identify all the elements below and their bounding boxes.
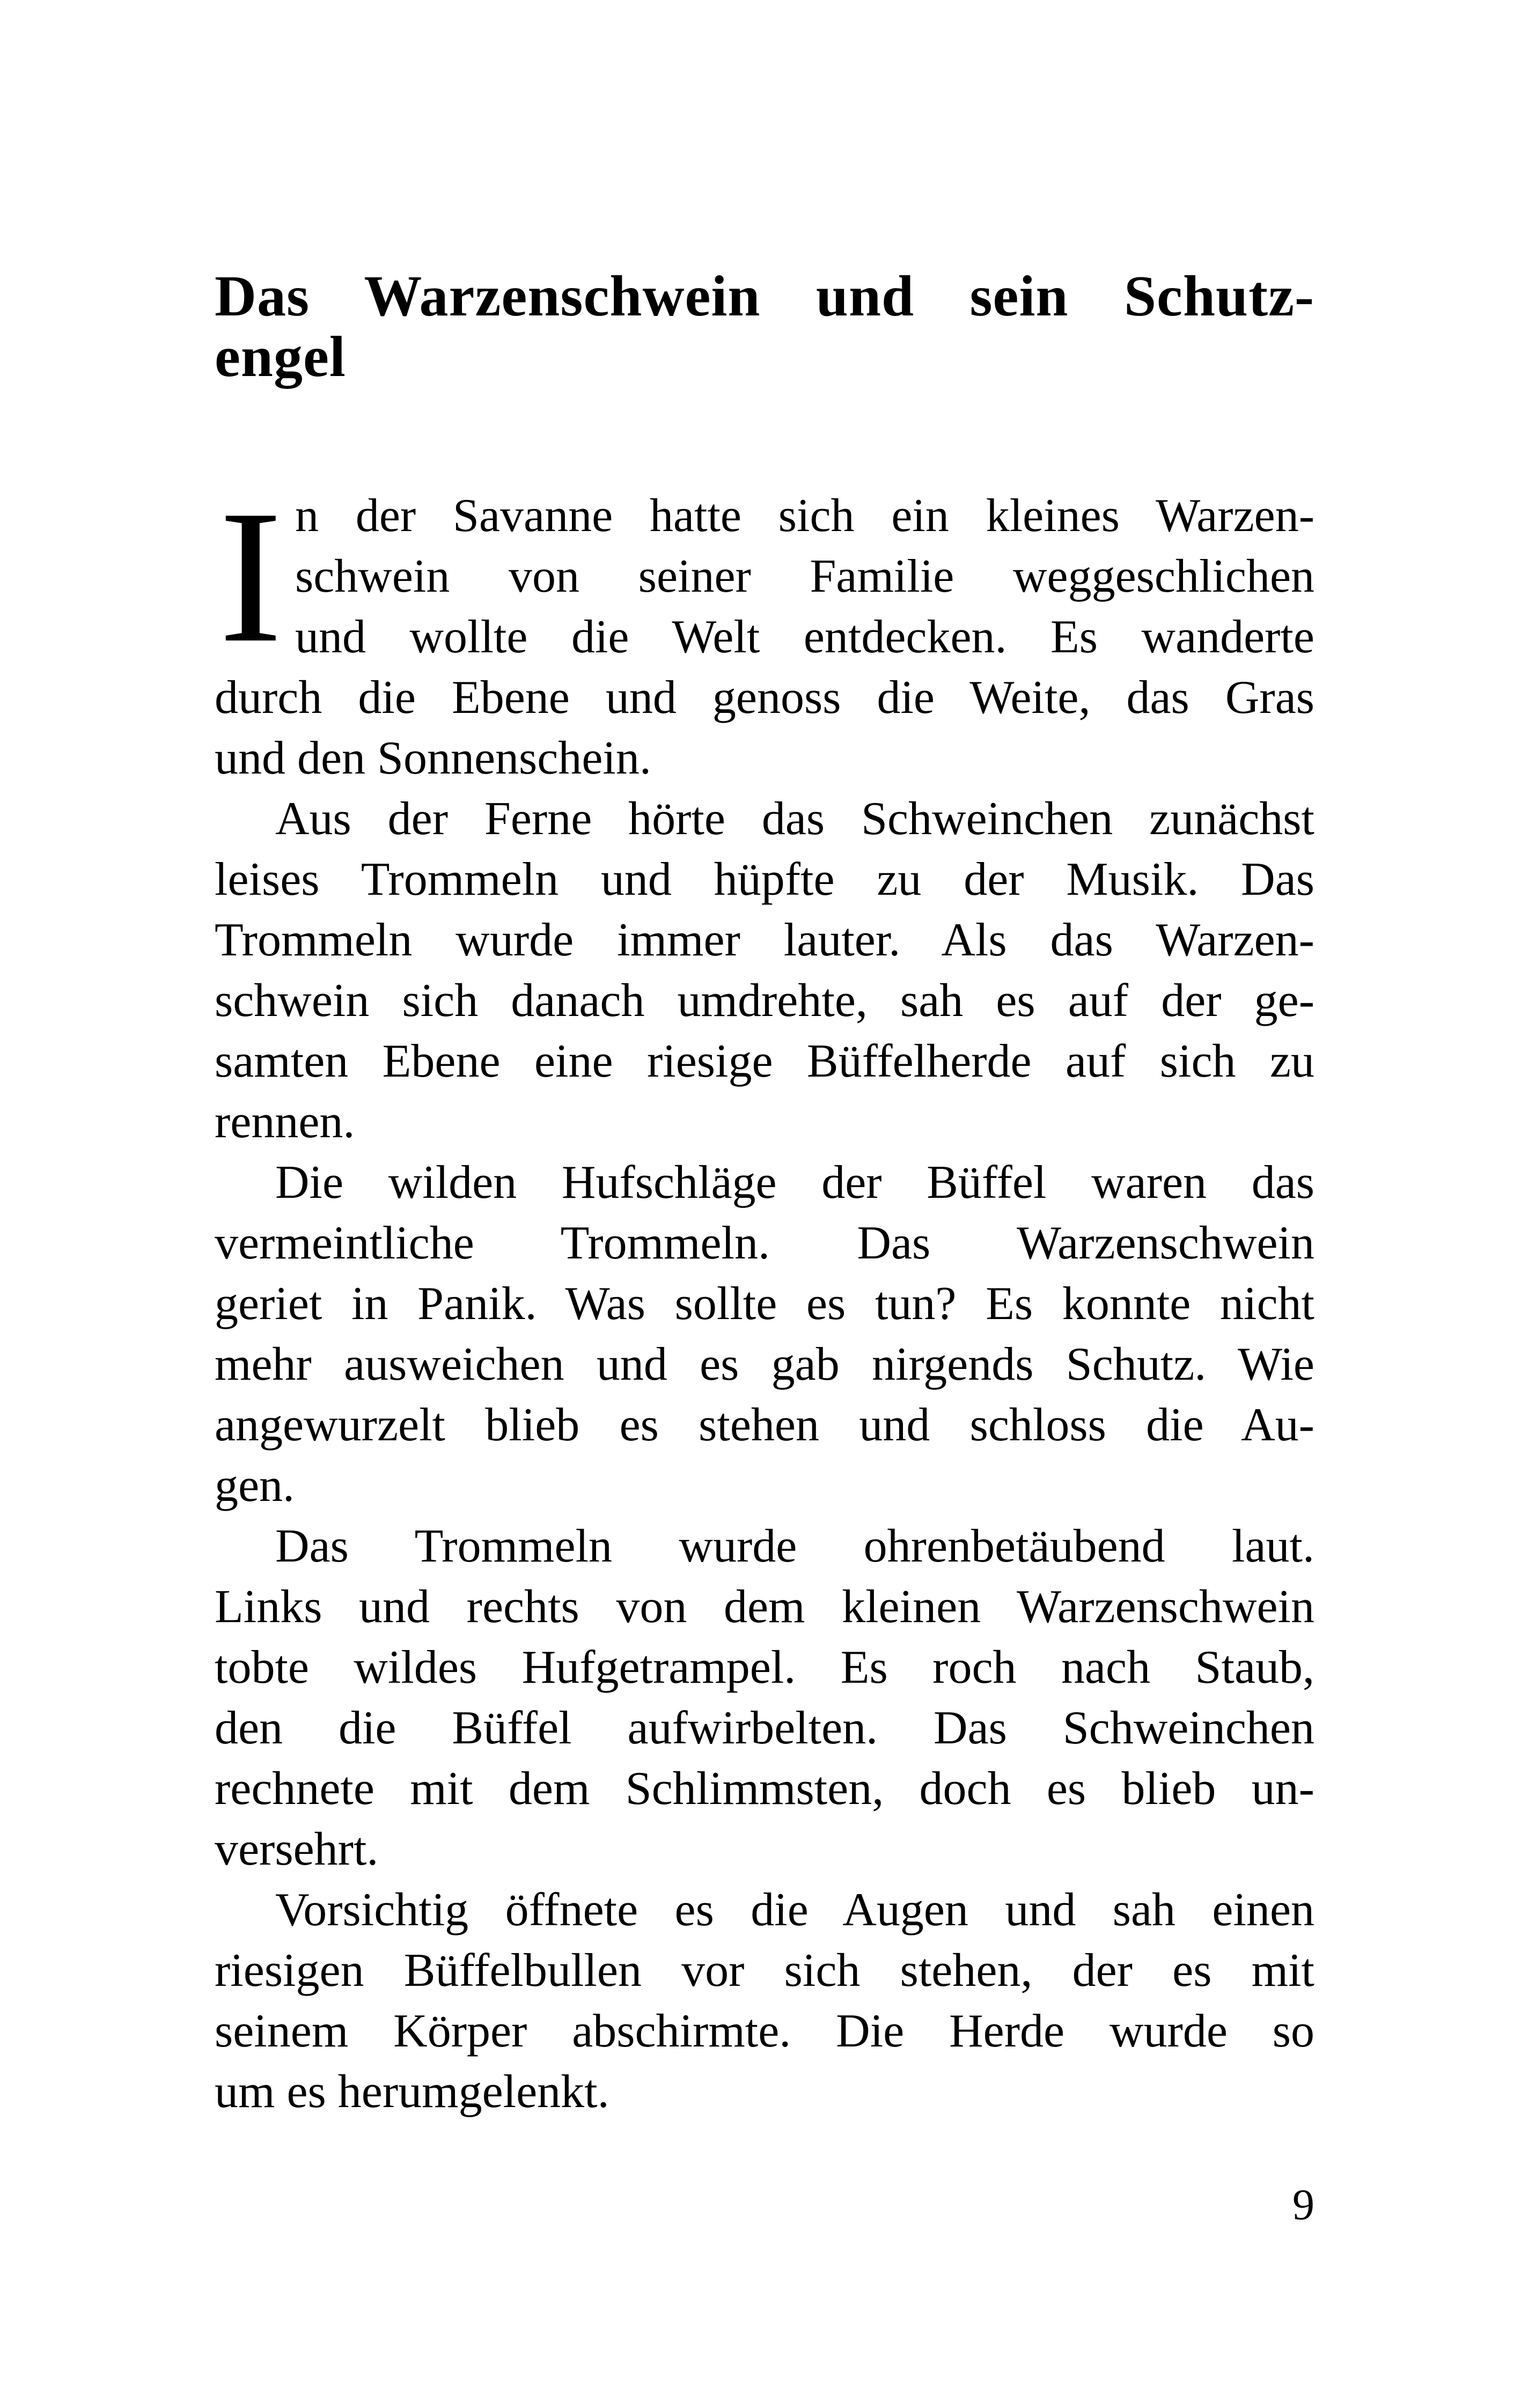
text-line: Vorsichtig öffnete es die Augen und sah einen — [275, 1884, 1314, 1936]
text-line: versehrt. — [215, 1823, 379, 1875]
paragraph — [215, 1516, 1314, 1880]
paragraph — [215, 789, 1314, 1152]
story-text — [215, 471, 1314, 2122]
text-line: vermeintliche Trommeln. Das Warzenschwein — [215, 1217, 1314, 1269]
text-line: samten Ebene eine riesige Büffelherde auf sich zu — [215, 1035, 1314, 1087]
drop-cap: I — [219, 471, 283, 682]
text-line: um es herumgelenkt. — [215, 2066, 609, 2118]
text-line: gen. — [215, 1460, 295, 1512]
text-line: angewurzelt blieb es stehen und schloss die Au- — [215, 1399, 1314, 1451]
page-number: 9 — [1292, 2180, 1314, 2229]
text-line: mehr ausweichen und es gab nirgends Schutz. Wie — [215, 1338, 1314, 1390]
paragraph — [215, 1880, 1314, 2122]
text-line: und wollte die Welt entdecken. Es wanderte — [295, 611, 1314, 663]
text-line: und den Sonnenschein. — [215, 732, 651, 784]
text-line: tobte wildes Hufgetrampel. Es roch nach Staub, — [215, 1641, 1314, 1693]
text-line: Das Trommeln wurde ohrenbetäubend laut. — [275, 1520, 1314, 1572]
text-line: Die wilden Hufschläge der Büffel waren das — [275, 1157, 1314, 1209]
chapter-title-line: engel — [215, 325, 346, 389]
text-line: rechnete mit dem Schlimmsten, doch es blieb un- — [215, 1763, 1314, 1815]
text-line: schwein sich danach umdrehte, sah es auf der ge- — [215, 975, 1314, 1027]
book-page — [215, 0, 1314, 2408]
text-line: Trommeln wurde immer lauter. Als das Warzen- — [215, 914, 1314, 966]
text-line: geriet in Panik. Was sollte es tun? Es konnte nicht — [215, 1278, 1314, 1330]
text-line: rennen. — [215, 1096, 355, 1148]
chapter-title — [215, 260, 1314, 389]
text-line: leises Trommeln und hüpfte zu der Musik. Das — [215, 853, 1314, 905]
paragraph — [215, 1152, 1314, 1516]
text-line: durch die Ebene und genoss die Weite, das Gras — [215, 672, 1314, 724]
text-line: schwein von seiner Familie weggeschlichen — [295, 550, 1314, 602]
paragraph — [215, 471, 1314, 789]
text-line: den die Büffel aufwirbelten. Das Schweinchen — [215, 1702, 1314, 1754]
text-line: Aus der Ferne hörte das Schweinchen zunächst — [275, 793, 1314, 845]
chapter-title-line: Das Warzenschwein und sein Schutz- — [215, 264, 1314, 328]
text-line: n der Savanne hatte sich ein kleines Warzen- — [295, 490, 1314, 542]
text-line: Links und rechts von dem kleinen Warzenschwein — [215, 1581, 1314, 1633]
text-line: riesigen Büffelbullen vor sich stehen, der es mit — [215, 1945, 1314, 1997]
text-line: seinem Körper abschirmte. Die Herde wurde so — [215, 2005, 1314, 2057]
